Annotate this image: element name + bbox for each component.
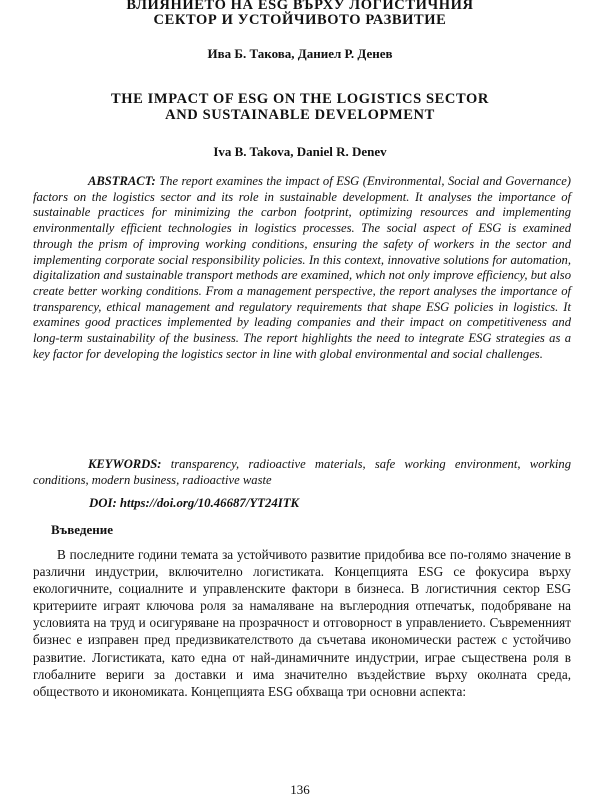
keywords-label: KEYWORDS: xyxy=(88,457,162,471)
doi-link[interactable]: DOI: https://doi.org/10.46687/YT24ITK xyxy=(89,496,300,510)
abstract-text: The report examines the impact of ESG (Environmental, Social and Governance) factors on the logistics sector and its role in sustainable development. It analyses the importance of sustainable practices for minimizing the carbon footprint, optimizing resources and implementing environmentally efficient technologies in logistics processes. The social aspect of ESG is examined through the prism of improving working conditions, ensuring the safety of workers in the sector and implementing corporate social responsibility policies. In this context, innovative solutions for automation, digitalization and sustainable transport methods are examined, which not only improve efficiency, but also create better working conditions. From a management perspective, the report analyses the importance of transparency, ethical management and regulatory requirements that shape ESG policies in logistics. It examines good practices implemented by leading companies and their impact on competitiveness and long-term sustainability of the business. The report highlights the need to integrate ESG strategies as a key factor for developing the logistics sector in line with global environmental and social challenges. xyxy=(33,174,571,361)
bulgarian-title-line-2: СЕКТОР И УСТОЙЧИВОТО РАЗВИТИЕ xyxy=(153,12,447,28)
introduction-paragraph: В последните години темата за устойчивото развитие придобива все по-голямо значение в различни индустрии, включително логистиката. Концепцията ESG се фокусира върху екологичните, социалните и управленските фактори в бизнеса. В логистичния сектор ESG критериите играят ключова роля за намаляване на въглеродния отпечатък, подобряване на условията на труд и осигуряване на прозрачност и отговорност в управлението. Съвременният бизнес е изправен пред предизвикателството да съчетава икономически растеж с устойчиво развитие. Логистиката, като една от най-динамичните индустрии, играе съществена роля в глобалните вериги за доставки и има значително въздействие върху околната среда, обществото и икономиката. Концепцията ESG обхваща три основни аспекта: xyxy=(33,547,571,699)
abstract xyxy=(33,174,571,362)
bulgarian-title-line-1: ВЛИЯНИЕТО НА ESG ВЪРХУ ЛОГИСТИЧНИЯ xyxy=(126,0,474,13)
keywords xyxy=(33,457,571,488)
bulgarian-authors: Ива Б. Такова, Даниел Р. Денев xyxy=(207,46,393,61)
english-title-line-2: AND SUSTAINABLE DEVELOPMENT xyxy=(165,107,435,123)
introduction-heading: Въведение xyxy=(51,522,113,537)
page-number: 136 xyxy=(290,782,310,797)
english-authors: Iva B. Takova, Daniel R. Denev xyxy=(213,144,387,159)
abstract-label: ABSTRACT: xyxy=(88,174,156,188)
english-title-line-1: THE IMPACT OF ESG ON THE LOGISTICS SECTOR xyxy=(111,91,489,107)
keywords-text: transparency, radioactive materials, safe working environment, working conditions, modern business, radioactive waste xyxy=(33,457,571,487)
